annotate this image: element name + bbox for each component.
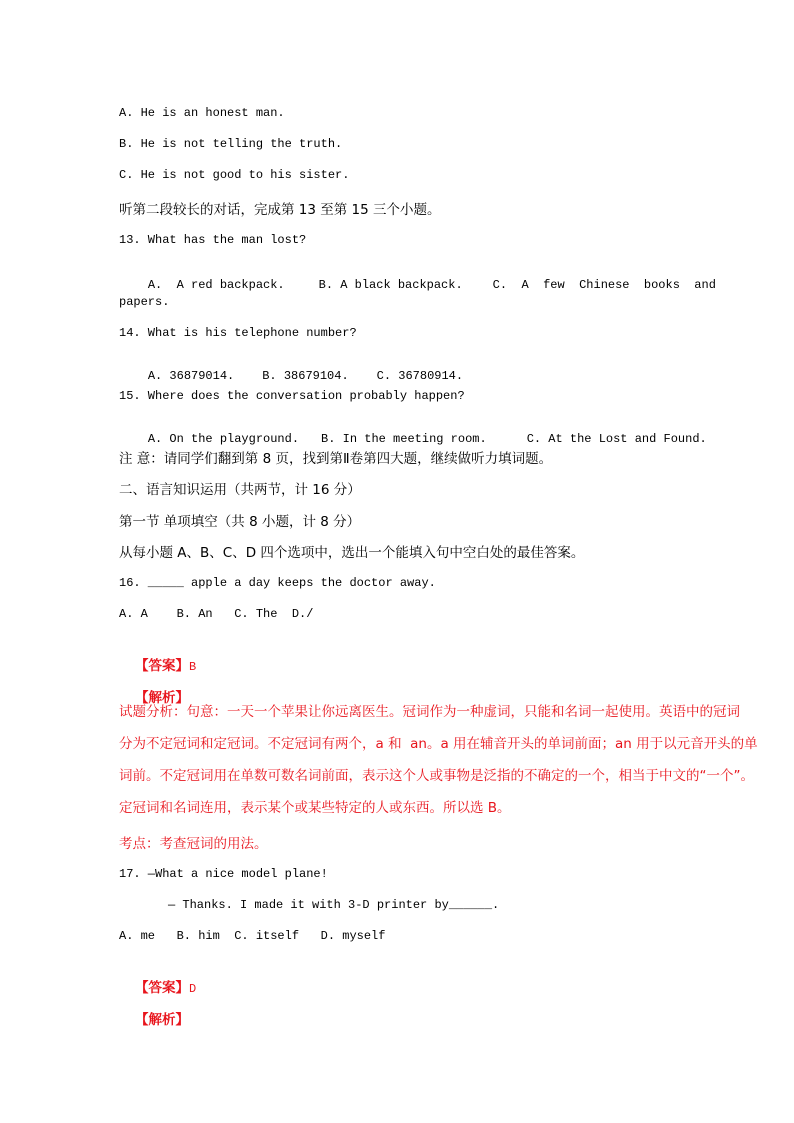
analysis-label: 【解析】 (135, 1012, 189, 1028)
q17-analysis-heading (119, 990, 189, 1047)
answer-value: B (189, 660, 197, 674)
section2-title: 二、语言知识运用（共两节，计 16 分） (119, 482, 361, 498)
q12-option-b: B. He is not telling the truth. (119, 137, 343, 151)
part1-instruction: 从每小题 A、B、C、D 四个选项中，选出一个能填入句中空白处的最佳答案。 (119, 545, 585, 561)
answer-label: 【答案】 (135, 658, 189, 674)
q16-options: A. A B. An C. The D./ (119, 607, 314, 621)
q17-options: A. me B. him C. itself D. myself (119, 929, 386, 943)
answer-value: D (189, 982, 197, 996)
q15-option-a: A. On the playground. (147, 432, 300, 446)
q13-option-c-continued: papers. (119, 295, 170, 309)
q14-option-c: C. 36780914. (376, 369, 464, 383)
q13-option-a: A. A red backpack. (147, 278, 285, 292)
q15-stem: 15. Where does the conversation probably happen? (119, 389, 465, 403)
q12-option-a: A. He is an honest man. (119, 106, 285, 120)
q17-stem: 17. —What a nice model plane! (119, 867, 328, 881)
q16-analysis-line: 定冠词和名词连用，表示某个或某些特定的人或东西。所以选 B。 (119, 800, 511, 816)
q13-option-b: B. A black backpack. (318, 278, 463, 292)
dialogue2-instruction: 听第二段较长的对话，完成第 13 至第 15 三个小题。 (119, 202, 441, 218)
q16-analysis-line: 分为不定冠词和定冠词。不定冠词有两个，a 和 an。a 用在辅音开头的单词前面；an 用于以元音开头的单 (119, 736, 758, 752)
q13-option-c: C. A few Chinese books and (492, 278, 716, 292)
q16-stem: 16. _____ apple a day keeps the doctor away. (119, 576, 436, 590)
q13-stem: 13. What has the man lost? (119, 233, 307, 247)
answer-label: 【答案】 (135, 980, 189, 996)
q16-analysis-line: 词前。不定冠词用在单数可数名词前面，表示这个人或事物是泛指的不确定的一个，相当于中文的“一个”。 (119, 768, 754, 784)
q16-kaodian: 考点：考查冠词的用法。 (119, 836, 268, 852)
q14-option-a: A. 36879014. (147, 369, 235, 383)
listening-note: 注 意：请同学们翻到第 8 页，找到第Ⅱ卷第四大题，继续做听力填词题。 (119, 451, 553, 467)
q15-option-b: B. In the meeting room. (321, 432, 487, 446)
q16-analysis-line: 试题分析：句意：一天一个苹果让你远离医生。冠词作为一种虚词，只能和名词一起使用。英语中的冠词 (119, 704, 740, 720)
analysis-label: 【解析】 (135, 690, 189, 706)
part1-title: 第一节 单项填空（共 8 小题，计 8 分） (119, 514, 361, 530)
q12-option-c: C. He is not good to his sister. (119, 168, 350, 182)
q13-options (119, 264, 716, 306)
q15-option-c: C. At the Lost and Found. (526, 432, 707, 446)
q14-option-b: B. 38679104. (262, 369, 349, 383)
q17-reply: — Thanks. I made it with 3-D printer by______. (168, 898, 500, 912)
q14-stem: 14. What is his telephone number? (119, 326, 357, 340)
